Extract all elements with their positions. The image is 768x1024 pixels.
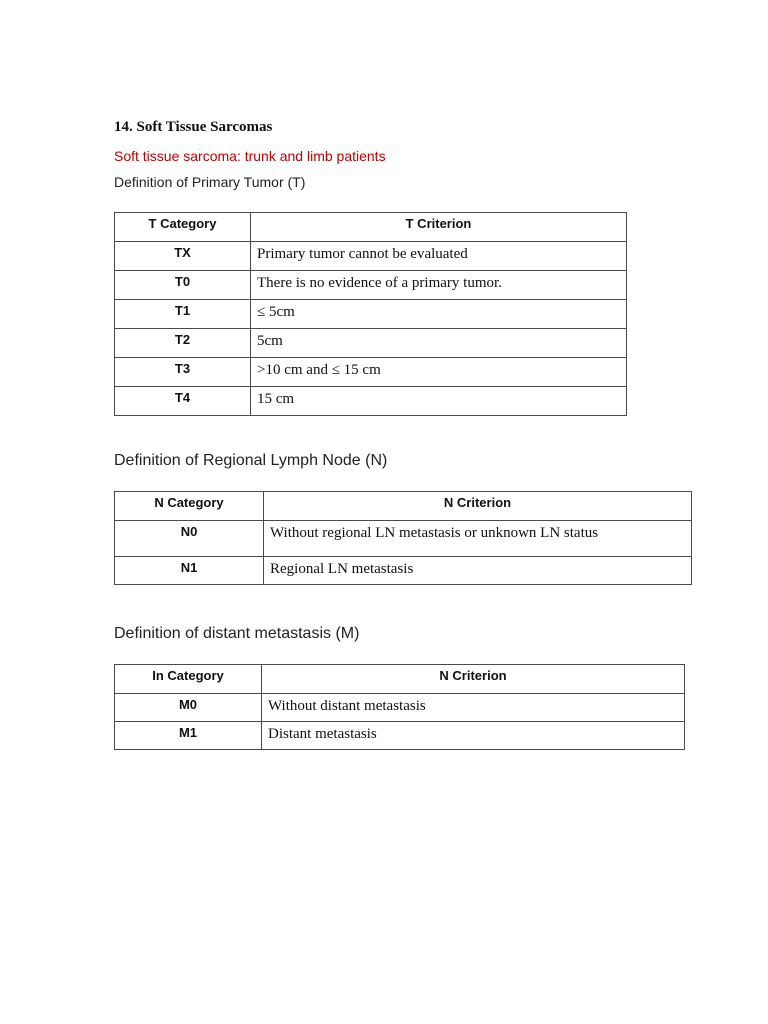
category-cell: T3 <box>115 358 251 387</box>
category-cell: TX <box>115 242 251 271</box>
n-definition-table <box>114 491 692 585</box>
column-header-category: T Category <box>115 213 251 242</box>
table-row <box>115 521 692 557</box>
table-row <box>115 694 685 722</box>
table-row <box>115 271 627 300</box>
criterion-cell: >10 cm and ≤ 15 cm <box>251 358 627 387</box>
table-header-row <box>115 213 627 242</box>
m-definition-table <box>114 664 685 750</box>
category-cell: M1 <box>115 722 262 750</box>
column-header-category: N Category <box>115 492 264 521</box>
table-header-row <box>115 492 692 521</box>
t-definition-table <box>114 212 627 416</box>
table-row <box>115 387 627 416</box>
criterion-cell: ≤ 5cm <box>251 300 627 329</box>
category-cell: N0 <box>115 521 264 557</box>
category-cell: T0 <box>115 271 251 300</box>
table-row <box>115 557 692 585</box>
chapter-subtitle: Soft tissue sarcoma: trunk and limb patients <box>114 148 386 164</box>
table-row <box>115 722 685 750</box>
category-cell: N1 <box>115 557 264 585</box>
criterion-cell: Without distant metastasis <box>262 694 685 722</box>
column-header-criterion: N Criterion <box>264 492 692 521</box>
table-row <box>115 358 627 387</box>
criterion-cell: Primary tumor cannot be evaluated <box>251 242 627 271</box>
category-cell: T4 <box>115 387 251 416</box>
category-cell: T2 <box>115 329 251 358</box>
criterion-cell: 15 cm <box>251 387 627 416</box>
criterion-cell: Regional LN metastasis <box>264 557 692 585</box>
table-row <box>115 300 627 329</box>
category-cell: M0 <box>115 694 262 722</box>
chapter-heading: 14. Soft Tissue Sarcomas <box>114 119 273 135</box>
category-cell: T1 <box>115 300 251 329</box>
table-row <box>115 242 627 271</box>
column-header-category: In Category <box>115 665 262 694</box>
criterion-cell: Distant metastasis <box>262 722 685 750</box>
column-header-criterion: T Criterion <box>251 213 627 242</box>
column-header-criterion: N Criterion <box>262 665 685 694</box>
m-section-title: Definition of distant metastasis (M) <box>114 625 360 642</box>
criterion-cell: There is no evidence of a primary tumor. <box>251 271 627 300</box>
t-section-title: Definition of Primary Tumor (T) <box>114 174 306 190</box>
n-section-title: Definition of Regional Lymph Node (N) <box>114 452 388 469</box>
criterion-cell: Without regional LN metastasis or unknown LN status <box>264 521 692 557</box>
criterion-cell: 5cm <box>251 329 627 358</box>
table-row <box>115 329 627 358</box>
table-header-row <box>115 665 685 694</box>
